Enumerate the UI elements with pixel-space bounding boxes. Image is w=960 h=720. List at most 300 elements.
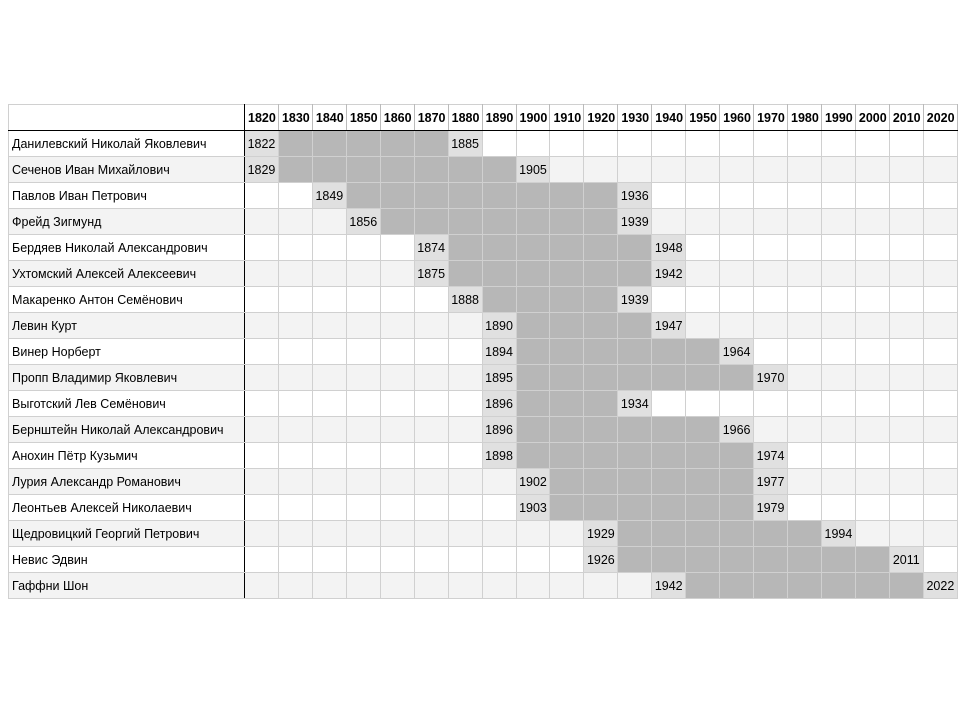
birth-year-cell: 1895 <box>482 365 516 391</box>
lifespan-cell <box>550 391 584 417</box>
lifespan-cell <box>720 521 754 547</box>
empty-cell <box>312 261 346 287</box>
person-name: Фрейд Зигмунд <box>9 209 245 235</box>
lifespan-cell <box>550 469 584 495</box>
empty-cell <box>754 313 788 339</box>
lifespan-cell <box>448 183 482 209</box>
empty-cell <box>380 521 414 547</box>
empty-cell <box>889 495 923 521</box>
empty-cell <box>245 313 279 339</box>
lifespan-cell <box>652 443 686 469</box>
decade-header: 1830 <box>278 105 312 131</box>
lifespan-cell <box>550 443 584 469</box>
lifespan-cell <box>516 417 550 443</box>
empty-cell <box>312 521 346 547</box>
lifespan-cell <box>720 365 754 391</box>
empty-cell <box>923 261 957 287</box>
death-year-cell: 1942 <box>652 261 686 287</box>
lifespan-cell <box>584 469 618 495</box>
empty-cell <box>482 521 516 547</box>
lifespan-cell <box>414 131 448 157</box>
empty-cell <box>448 495 482 521</box>
lifespan-cell <box>346 157 380 183</box>
birth-year-cell: 1902 <box>516 469 550 495</box>
empty-cell <box>278 365 312 391</box>
lifespan-cell <box>618 547 652 573</box>
empty-cell <box>312 391 346 417</box>
empty-cell <box>312 495 346 521</box>
empty-cell <box>686 261 720 287</box>
empty-cell <box>720 235 754 261</box>
empty-cell <box>788 261 822 287</box>
lifespan-cell <box>550 339 584 365</box>
decade-header: 1850 <box>346 105 380 131</box>
table-row <box>9 391 958 417</box>
lifespan-cell <box>618 365 652 391</box>
death-year-cell: 1979 <box>754 495 788 521</box>
lifespan-cell <box>686 495 720 521</box>
lifespan-cell <box>821 547 855 573</box>
timeline-table <box>8 104 958 599</box>
empty-cell <box>889 339 923 365</box>
birth-year-cell: 1898 <box>482 443 516 469</box>
empty-cell <box>245 521 279 547</box>
birth-year-cell: 1890 <box>482 313 516 339</box>
lifespan-cell <box>550 261 584 287</box>
empty-cell <box>686 391 720 417</box>
lifespan-cell <box>516 365 550 391</box>
lifespan-cell <box>380 183 414 209</box>
empty-cell <box>652 183 686 209</box>
empty-cell <box>821 235 855 261</box>
birth-year-cell: 1856 <box>346 209 380 235</box>
lifespan-cell <box>618 235 652 261</box>
empty-cell <box>855 313 889 339</box>
lifespan-cell <box>754 573 788 599</box>
empty-cell <box>380 391 414 417</box>
decade-header: 1980 <box>788 105 822 131</box>
empty-cell <box>855 469 889 495</box>
empty-cell <box>278 469 312 495</box>
lifespan-cell <box>584 313 618 339</box>
empty-cell <box>821 183 855 209</box>
empty-cell <box>414 391 448 417</box>
empty-cell <box>346 287 380 313</box>
empty-cell <box>889 417 923 443</box>
empty-cell <box>346 261 380 287</box>
death-year-cell: 1948 <box>652 235 686 261</box>
decade-header: 1820 <box>245 105 279 131</box>
person-name: Гаффни Шон <box>9 573 245 599</box>
decade-header: 2010 <box>889 105 923 131</box>
empty-cell <box>482 547 516 573</box>
empty-cell <box>788 209 822 235</box>
person-name: Павлов Иван Петрович <box>9 183 245 209</box>
lifespan-cell <box>686 339 720 365</box>
lifespan-cell <box>618 443 652 469</box>
empty-cell <box>414 469 448 495</box>
death-year-cell: 1939 <box>618 209 652 235</box>
empty-cell <box>380 235 414 261</box>
table-row <box>9 521 958 547</box>
death-year-cell: 1974 <box>754 443 788 469</box>
table-row <box>9 157 958 183</box>
empty-cell <box>821 391 855 417</box>
lifespan-cell <box>278 131 312 157</box>
death-year-cell: 1947 <box>652 313 686 339</box>
birth-year-cell: 1929 <box>584 521 618 547</box>
death-year-cell: 1994 <box>821 521 855 547</box>
lifespan-cell <box>720 573 754 599</box>
empty-cell <box>889 261 923 287</box>
decade-header: 1860 <box>380 105 414 131</box>
person-name: Пропп Владимир Яковлевич <box>9 365 245 391</box>
lifespan-cell <box>584 235 618 261</box>
empty-cell <box>346 365 380 391</box>
empty-cell <box>312 339 346 365</box>
person-name: Бердяев Николай Александрович <box>9 235 245 261</box>
lifespan-cell <box>448 157 482 183</box>
lifespan-cell <box>516 287 550 313</box>
empty-cell <box>312 573 346 599</box>
empty-cell <box>889 235 923 261</box>
empty-cell <box>414 495 448 521</box>
lifespan-cell <box>889 573 923 599</box>
decade-header: 1900 <box>516 105 550 131</box>
lifespan-cell <box>482 287 516 313</box>
empty-cell <box>346 313 380 339</box>
birth-year-cell: 1926 <box>584 547 618 573</box>
empty-cell <box>821 209 855 235</box>
empty-cell <box>821 339 855 365</box>
empty-cell <box>889 209 923 235</box>
lifespan-cell <box>618 469 652 495</box>
birth-year-cell: 1875 <box>414 261 448 287</box>
empty-cell <box>448 365 482 391</box>
death-year-cell: 2011 <box>889 547 923 573</box>
birth-year-cell: 1903 <box>516 495 550 521</box>
empty-cell <box>788 287 822 313</box>
empty-cell <box>788 469 822 495</box>
empty-cell <box>889 365 923 391</box>
person-name: Винер Норберт <box>9 339 245 365</box>
table-row <box>9 495 958 521</box>
lifespan-cell <box>686 417 720 443</box>
empty-cell <box>380 443 414 469</box>
table-row <box>9 209 958 235</box>
empty-cell <box>821 495 855 521</box>
empty-cell <box>516 521 550 547</box>
lifespan-cell <box>550 495 584 521</box>
person-name: Выготский Лев Семёнович <box>9 391 245 417</box>
empty-cell <box>584 131 618 157</box>
empty-cell <box>278 339 312 365</box>
empty-cell <box>889 183 923 209</box>
lifespan-cell <box>346 131 380 157</box>
death-year-cell: 2022 <box>923 573 957 599</box>
empty-cell <box>754 339 788 365</box>
table-row <box>9 339 958 365</box>
table-row <box>9 443 958 469</box>
decade-header: 1840 <box>312 105 346 131</box>
empty-cell <box>482 495 516 521</box>
empty-cell <box>754 261 788 287</box>
empty-cell <box>245 235 279 261</box>
person-name: Леонтьев Алексей Николаевич <box>9 495 245 521</box>
empty-cell <box>448 391 482 417</box>
lifespan-cell <box>584 365 618 391</box>
empty-cell <box>550 521 584 547</box>
person-name: Анохин Пётр Кузьмич <box>9 443 245 469</box>
table-row <box>9 547 958 573</box>
empty-cell <box>414 339 448 365</box>
empty-cell <box>618 573 652 599</box>
empty-cell <box>686 131 720 157</box>
lifespan-cell <box>584 495 618 521</box>
empty-cell <box>754 131 788 157</box>
empty-cell <box>652 391 686 417</box>
empty-cell <box>550 547 584 573</box>
empty-cell <box>923 235 957 261</box>
person-name: Сеченов Иван Михайлович <box>9 157 245 183</box>
empty-cell <box>788 157 822 183</box>
empty-cell <box>414 417 448 443</box>
lifespan-cell <box>652 469 686 495</box>
lifespan-cell <box>618 521 652 547</box>
empty-cell <box>855 391 889 417</box>
empty-cell <box>652 209 686 235</box>
lifespan-cell <box>618 339 652 365</box>
empty-cell <box>855 131 889 157</box>
lifespan-cell <box>380 157 414 183</box>
empty-cell <box>380 365 414 391</box>
empty-cell <box>245 209 279 235</box>
empty-cell <box>652 287 686 313</box>
empty-cell <box>855 157 889 183</box>
empty-cell <box>720 131 754 157</box>
empty-cell <box>245 573 279 599</box>
header-row <box>9 105 958 131</box>
name-header <box>9 105 245 131</box>
decade-header: 1910 <box>550 105 584 131</box>
lifespan-cell <box>516 235 550 261</box>
empty-cell <box>278 521 312 547</box>
empty-cell <box>278 235 312 261</box>
empty-cell <box>245 261 279 287</box>
empty-cell <box>923 547 957 573</box>
empty-cell <box>380 573 414 599</box>
decade-header: 1940 <box>652 105 686 131</box>
empty-cell <box>754 391 788 417</box>
table-row <box>9 235 958 261</box>
decade-header: 1960 <box>720 105 754 131</box>
empty-cell <box>448 417 482 443</box>
lifespan-cell <box>584 209 618 235</box>
lifespan-cell <box>312 131 346 157</box>
table-row <box>9 469 958 495</box>
lifespan-cell <box>821 573 855 599</box>
birth-year-cell: 1849 <box>312 183 346 209</box>
lifespan-cell <box>516 339 550 365</box>
empty-cell <box>448 339 482 365</box>
empty-cell <box>788 313 822 339</box>
empty-cell <box>380 339 414 365</box>
lifespan-cell <box>652 495 686 521</box>
empty-cell <box>346 521 380 547</box>
lifespan-cell <box>584 391 618 417</box>
lifespan-cell <box>448 235 482 261</box>
empty-cell <box>278 417 312 443</box>
lifespan-cell <box>550 183 584 209</box>
empty-cell <box>652 157 686 183</box>
empty-cell <box>754 209 788 235</box>
empty-cell <box>414 365 448 391</box>
empty-cell <box>821 261 855 287</box>
lifespan-cell <box>618 495 652 521</box>
person-name: Ухтомский Алексей Алексеевич <box>9 261 245 287</box>
death-year-cell: 1934 <box>618 391 652 417</box>
decade-header: 1890 <box>482 105 516 131</box>
lifespan-cell <box>550 287 584 313</box>
empty-cell <box>923 339 957 365</box>
empty-cell <box>855 261 889 287</box>
empty-cell <box>245 287 279 313</box>
empty-cell <box>414 573 448 599</box>
lifespan-cell <box>652 547 686 573</box>
lifespan-cell <box>686 365 720 391</box>
empty-cell <box>754 157 788 183</box>
empty-cell <box>923 521 957 547</box>
lifespan-cell <box>550 365 584 391</box>
empty-cell <box>346 443 380 469</box>
empty-cell <box>278 495 312 521</box>
lifespan-cell <box>482 209 516 235</box>
empty-cell <box>855 521 889 547</box>
lifespan-cell <box>618 313 652 339</box>
empty-cell <box>245 417 279 443</box>
empty-cell <box>720 391 754 417</box>
table-row <box>9 261 958 287</box>
decade-header: 2020 <box>923 105 957 131</box>
lifespan-cell <box>652 417 686 443</box>
empty-cell <box>855 339 889 365</box>
empty-cell <box>923 157 957 183</box>
death-year-cell: 1936 <box>618 183 652 209</box>
table-row <box>9 365 958 391</box>
empty-cell <box>380 547 414 573</box>
empty-cell <box>312 209 346 235</box>
lifespan-cell <box>686 443 720 469</box>
empty-cell <box>923 443 957 469</box>
empty-cell <box>312 469 346 495</box>
lifespan-cell <box>482 157 516 183</box>
empty-cell <box>788 339 822 365</box>
empty-cell <box>482 469 516 495</box>
empty-cell <box>720 209 754 235</box>
empty-cell <box>414 547 448 573</box>
empty-cell <box>686 287 720 313</box>
lifespan-cell <box>278 157 312 183</box>
death-year-cell: 1885 <box>448 131 482 157</box>
empty-cell <box>923 495 957 521</box>
table-row <box>9 573 958 599</box>
person-name: Лурия Александр Романович <box>9 469 245 495</box>
birth-year-cell: 1822 <box>245 131 279 157</box>
decade-header: 1970 <box>754 105 788 131</box>
empty-cell <box>245 365 279 391</box>
empty-cell <box>652 131 686 157</box>
empty-cell <box>278 261 312 287</box>
empty-cell <box>686 313 720 339</box>
lifespan-cell <box>652 339 686 365</box>
empty-cell <box>754 235 788 261</box>
decade-header: 1930 <box>618 105 652 131</box>
lifespan-cell <box>652 365 686 391</box>
lifespan-cell <box>720 495 754 521</box>
empty-cell <box>923 183 957 209</box>
empty-cell <box>855 365 889 391</box>
empty-cell <box>754 287 788 313</box>
empty-cell <box>720 313 754 339</box>
empty-cell <box>516 573 550 599</box>
empty-cell <box>720 287 754 313</box>
empty-cell <box>550 573 584 599</box>
empty-cell <box>788 365 822 391</box>
lifespan-cell <box>448 209 482 235</box>
lifespan-cell <box>584 261 618 287</box>
empty-cell <box>821 443 855 469</box>
empty-cell <box>855 235 889 261</box>
empty-cell <box>889 131 923 157</box>
death-year-cell: 1905 <box>516 157 550 183</box>
empty-cell <box>821 313 855 339</box>
empty-cell <box>550 131 584 157</box>
empty-cell <box>516 131 550 157</box>
empty-cell <box>448 547 482 573</box>
lifespan-cell <box>584 443 618 469</box>
empty-cell <box>889 443 923 469</box>
empty-cell <box>245 183 279 209</box>
lifespan-cell <box>414 183 448 209</box>
empty-cell <box>448 443 482 469</box>
table-row <box>9 313 958 339</box>
person-name: Бернштейн Николай Александрович <box>9 417 245 443</box>
empty-cell <box>414 521 448 547</box>
lifespan-cell <box>380 209 414 235</box>
empty-cell <box>788 183 822 209</box>
empty-cell <box>618 157 652 183</box>
death-year-cell: 1970 <box>754 365 788 391</box>
lifespan-cell <box>482 235 516 261</box>
person-name: Левин Курт <box>9 313 245 339</box>
empty-cell <box>923 391 957 417</box>
empty-cell <box>855 209 889 235</box>
empty-cell <box>821 157 855 183</box>
empty-cell <box>482 573 516 599</box>
lifespan-cell <box>414 157 448 183</box>
death-year-cell: 1939 <box>618 287 652 313</box>
empty-cell <box>380 287 414 313</box>
person-name: Невис Эдвин <box>9 547 245 573</box>
empty-cell <box>245 443 279 469</box>
lifespan-cell <box>686 547 720 573</box>
lifespan-cell <box>618 261 652 287</box>
empty-cell <box>245 339 279 365</box>
lifespan-cell <box>516 183 550 209</box>
decade-header: 1880 <box>448 105 482 131</box>
empty-cell <box>686 157 720 183</box>
person-name: Макаренко Антон Семёнович <box>9 287 245 313</box>
